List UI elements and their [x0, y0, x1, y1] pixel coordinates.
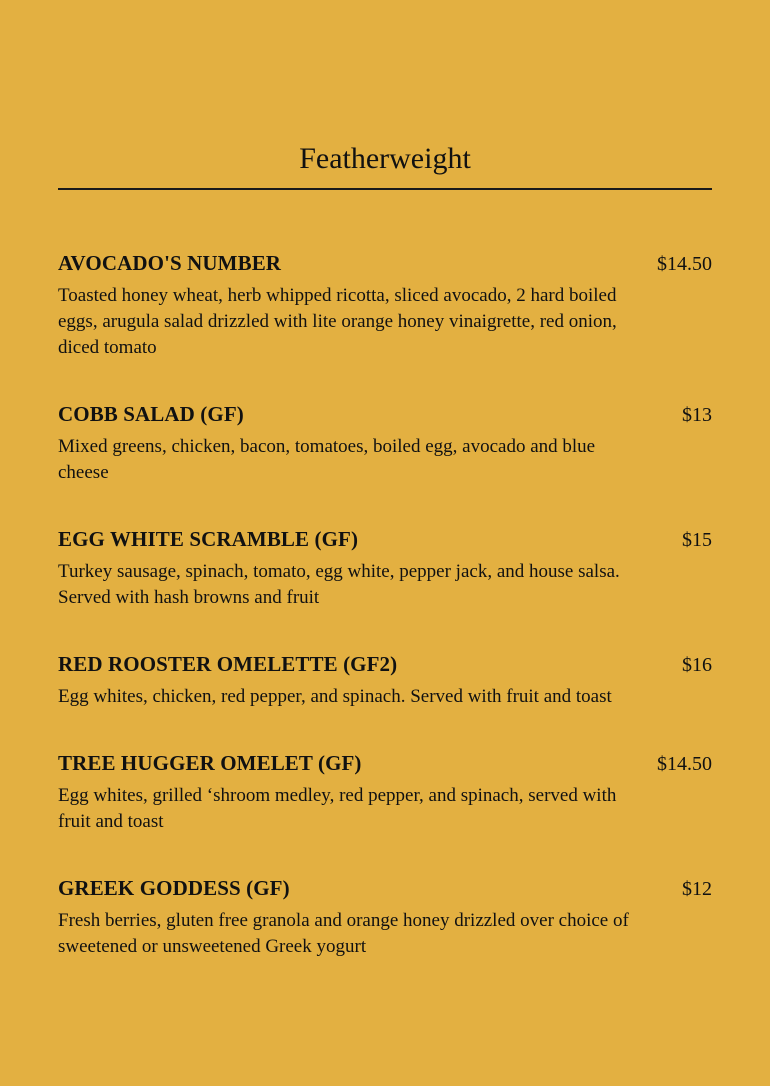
menu-items-list [58, 250, 712, 960]
menu-item [58, 651, 712, 710]
menu-item-header [58, 875, 712, 902]
section-title: Featherweight [299, 142, 471, 175]
menu-item-description: Toasted honey wheat, herb whipped ricotta, sliced avocado, 2 hard boiled eggs, arugula salad drizzled with lite orange honey vinaigrette, red onion, diced tomato [58, 285, 617, 358]
menu-item-header [58, 750, 712, 777]
menu-item-header [58, 401, 712, 428]
cropped-top-text-fragment [58, 0, 178, 2]
menu-section [58, 138, 712, 1000]
menu-item-name: EGG WHITE SCRAMBLE (GF) [58, 527, 359, 551]
menu-item [58, 250, 712, 361]
menu-item-name: GREEK GODDESS (GF) [58, 876, 290, 900]
menu-item-name: TREE HUGGER OMELET (GF) [58, 751, 362, 775]
section-divider [58, 188, 712, 190]
menu-item-header [58, 250, 712, 277]
menu-item [58, 750, 712, 835]
menu-item-header [58, 651, 712, 678]
menu-item-price: $12 [682, 878, 712, 900]
menu-item [58, 875, 712, 960]
menu-item-price: $13 [682, 404, 712, 426]
menu-item-header [58, 526, 712, 553]
menu-item [58, 526, 712, 611]
menu-item-price: $15 [682, 529, 712, 551]
menu-item-price: $14.50 [657, 253, 712, 275]
menu-item-name: AVOCADO'S NUMBER [58, 251, 282, 275]
menu-item-description: Fresh berries, gluten free granola and orange honey drizzled over choice of sweetened or unsweetened Greek yogurt [58, 910, 629, 957]
menu-item-name: COBB SALAD (GF) [58, 402, 244, 426]
menu-item [58, 401, 712, 486]
menu-item-description: Turkey sausage, spinach, tomato, egg white, pepper jack, and house salsa. Served with hash browns and fruit [58, 561, 620, 608]
menu-item-description: Egg whites, grilled ‘shroom medley, red pepper, and spinach, served with fruit and toast [58, 785, 617, 832]
menu-item-price: $16 [682, 654, 712, 676]
menu-item-name: RED ROOSTER OMELETTE (GF2) [58, 652, 398, 676]
menu-item-description: Egg whites, chicken, red pepper, and spinach. Served with fruit and toast [58, 686, 612, 707]
menu-item-description: Mixed greens, chicken, bacon, tomatoes, boiled egg, avocado and blue cheese [58, 436, 596, 483]
menu-item-price: $14.50 [657, 753, 712, 775]
